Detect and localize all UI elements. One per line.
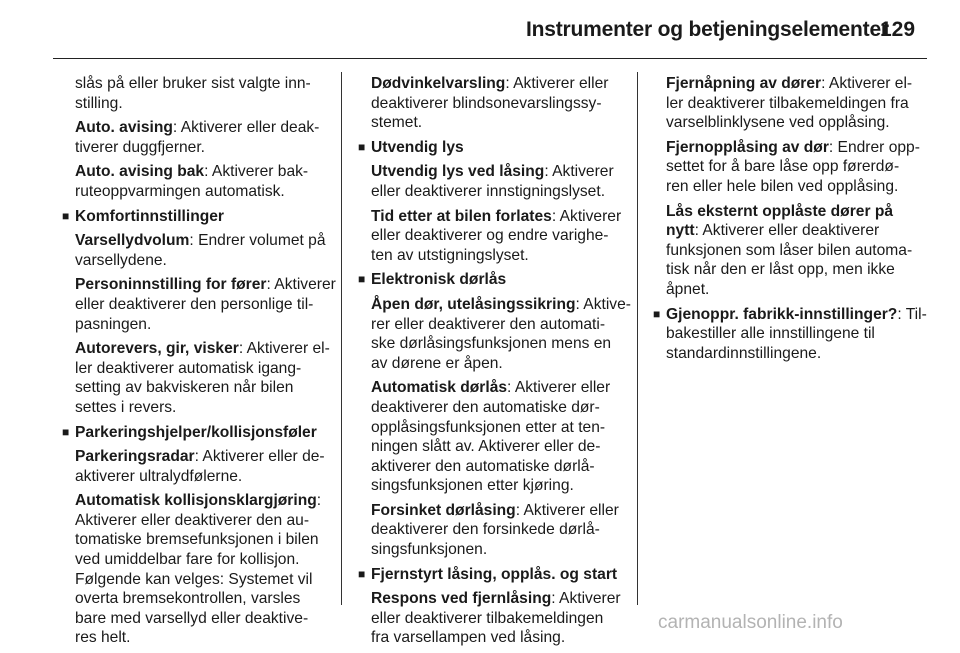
setting-autorevers: Autorevers, gir, visker: Aktiverer el- ler deaktiverer automatisk igang- setting av bakviskeren når bilen settes i revers.	[75, 340, 330, 416]
setting-label: Lås eksternt opplåste dører på	[666, 202, 894, 220]
bullet-square-icon: ■	[653, 306, 661, 321]
setting-forsinket-dorlasing: Forsinket dørlåsing: Aktiverer eller deaktiverer den forsinkede dørlå- singsfunksjonen.	[371, 501, 619, 559]
column-3	[653, 74, 931, 368]
setting-label: Dødvinkelvarsling	[371, 75, 506, 92]
setting-label: Fjernåpning av dører	[666, 75, 822, 92]
setting-utvendig-lys-ved-lasing: Utvendig lys ved låsing: Aktiverer eller deaktiverer innstigningslyset.	[371, 163, 614, 200]
bullet-square-icon: ■	[62, 424, 70, 439]
setting-label: nytt	[666, 222, 695, 240]
bullet-item: ■ Utvendig lys	[358, 138, 464, 156]
setting-fjernapning: Fjernåpning av dører: Aktiverer el- ler deaktiverer tilbakemeldingen fra varselblinklysene ved opplåsing.	[666, 75, 913, 132]
page-title: Instrumenter og betjeningselementer	[526, 18, 889, 41]
setting-fjernopplasing: Fjernopplåsing av dør: Endrer opp- settet for å bare låse opp førerdø- ren eller hele bilen ved opplåsing.	[666, 138, 920, 195]
setting-label: Auto. avising bak	[75, 163, 205, 181]
column-2	[358, 74, 631, 653]
setting-respons-fjernlasing: Respons ved fjernlåsing: Aktiverer eller deaktiverer tilbakemeldingen fra varsellampen ved låsing.	[371, 590, 621, 647]
bullet-item: ■ Elektronisk dørlås	[358, 271, 507, 289]
setting-las-eksternt: Lås eksternt opplåste dører på nytt: Aktiverer eller deaktiverer funksjonen som låser bilen automa- tisk når den er låst opp, men ikke åpnet.	[666, 202, 931, 300]
page-number: 129	[880, 18, 916, 41]
setting-auto-avising: Auto. avising: Aktiverer eller deak- tiverer duggfjerner.	[75, 119, 320, 156]
setting-label: Automatisk kollisjonsklargjøring	[75, 492, 317, 510]
setting-varsellydvolum: Varsellydvolum: Endrer volumet på varsellydene.	[75, 232, 326, 269]
setting-label: Personinnstilling for fører	[75, 276, 267, 294]
setting-label: Åpen dør, utelåsingssikring	[371, 295, 576, 313]
setting-label: Tid etter at bilen forlates	[371, 207, 552, 225]
setting-label: Utvendig lys ved låsing	[371, 163, 545, 181]
bullet-square-icon: ■	[358, 272, 366, 287]
setting-label: Respons ved fjernlåsing	[371, 590, 552, 608]
setting-label: Automatisk dørlås	[371, 379, 508, 397]
setting-apen-dor: Åpen dør, utelåsingssikring: Aktive- rer eller deaktiverer den automati- ske dørlåsingsfunksjonen mens en av dørene er åpen.	[371, 295, 631, 372]
column-divider	[341, 72, 342, 605]
setting-label: Parkeringsradar	[75, 448, 195, 466]
bullet-item: ■ Komfortinnstillinger	[62, 207, 225, 225]
setting-parkeringsradar: Parkeringsradar: Aktiverer eller de- aktiverer ultralydfølerne.	[75, 448, 325, 485]
bullet-item: ■ Parkeringshjelper/kollisjonsføler	[62, 423, 317, 441]
bullet-square-icon: ■	[62, 208, 70, 223]
setting-kollisjonsklargjoring: Automatisk kollisjonsklargjøring: Aktiverer eller deaktiverer den au- tomatiske bremsefunksjonen i bilen ved umiddelbar fare for kollisjon. Følgende kan velges: Systemet vil overta bremsekontrollen, varsles bare med varsellyd eller deaktive- res helt.	[75, 492, 322, 647]
setting-label: Fjernopplåsing av dør	[666, 138, 829, 156]
header-rule	[53, 58, 927, 59]
setting-label: Gjenoppr. fabrikk-innstillinger?	[666, 305, 898, 323]
bullet-square-icon: ■	[358, 139, 366, 154]
setting-personinnstilling: Personinnstilling for fører: Aktiverer eller deaktiverer den personlige til- pasningen.	[75, 276, 336, 333]
bullet-square-icon: ■	[358, 566, 366, 581]
bullet-item: ■ Fjernstyrt låsing, opplås. og start	[358, 565, 618, 583]
setting-label: Autorevers, gir, visker	[75, 340, 239, 358]
setting-auto-avising-bak: Auto. avising bak: Aktiverer bak- ruteoppvarmingen automatisk.	[75, 163, 309, 200]
paragraph: slås på eller bruker sist valgte inn- stilling.	[75, 75, 311, 112]
setting-automatisk-dorlas: Automatisk dørlås: Aktiverer eller deaktiverer den automatiske dør- opplåsingsfunksjonen etter at ten- ningen slått av. Aktiverer eller de- aktiverer den automatiske dørlå- singsfunksjonen etter kjøring.	[371, 379, 611, 495]
setting-label: Varsellydvolum	[75, 232, 190, 250]
bullet-item: ■ Gjenoppr. fabrikk-innstillinger?: Til- bakestiller alle innstillingene til standardinnstillingene.	[653, 305, 927, 362]
column-divider	[637, 72, 638, 605]
setting-label: Auto. avising	[75, 119, 173, 137]
watermark: carmanualsonline.info	[658, 612, 843, 633]
setting-tid-etter-forlates: Tid etter at bilen forlates: Aktiverer eller deaktiverer og endre varighe- ten av utstigningslyset.	[371, 207, 622, 264]
setting-dodvinkelvarsling: Dødvinkelvarsling: Aktiverer eller deaktiverer blindsonevarslingssy- stemet.	[371, 75, 609, 132]
column-1	[62, 74, 336, 653]
setting-label: Forsinket dørlåsing	[371, 501, 516, 519]
